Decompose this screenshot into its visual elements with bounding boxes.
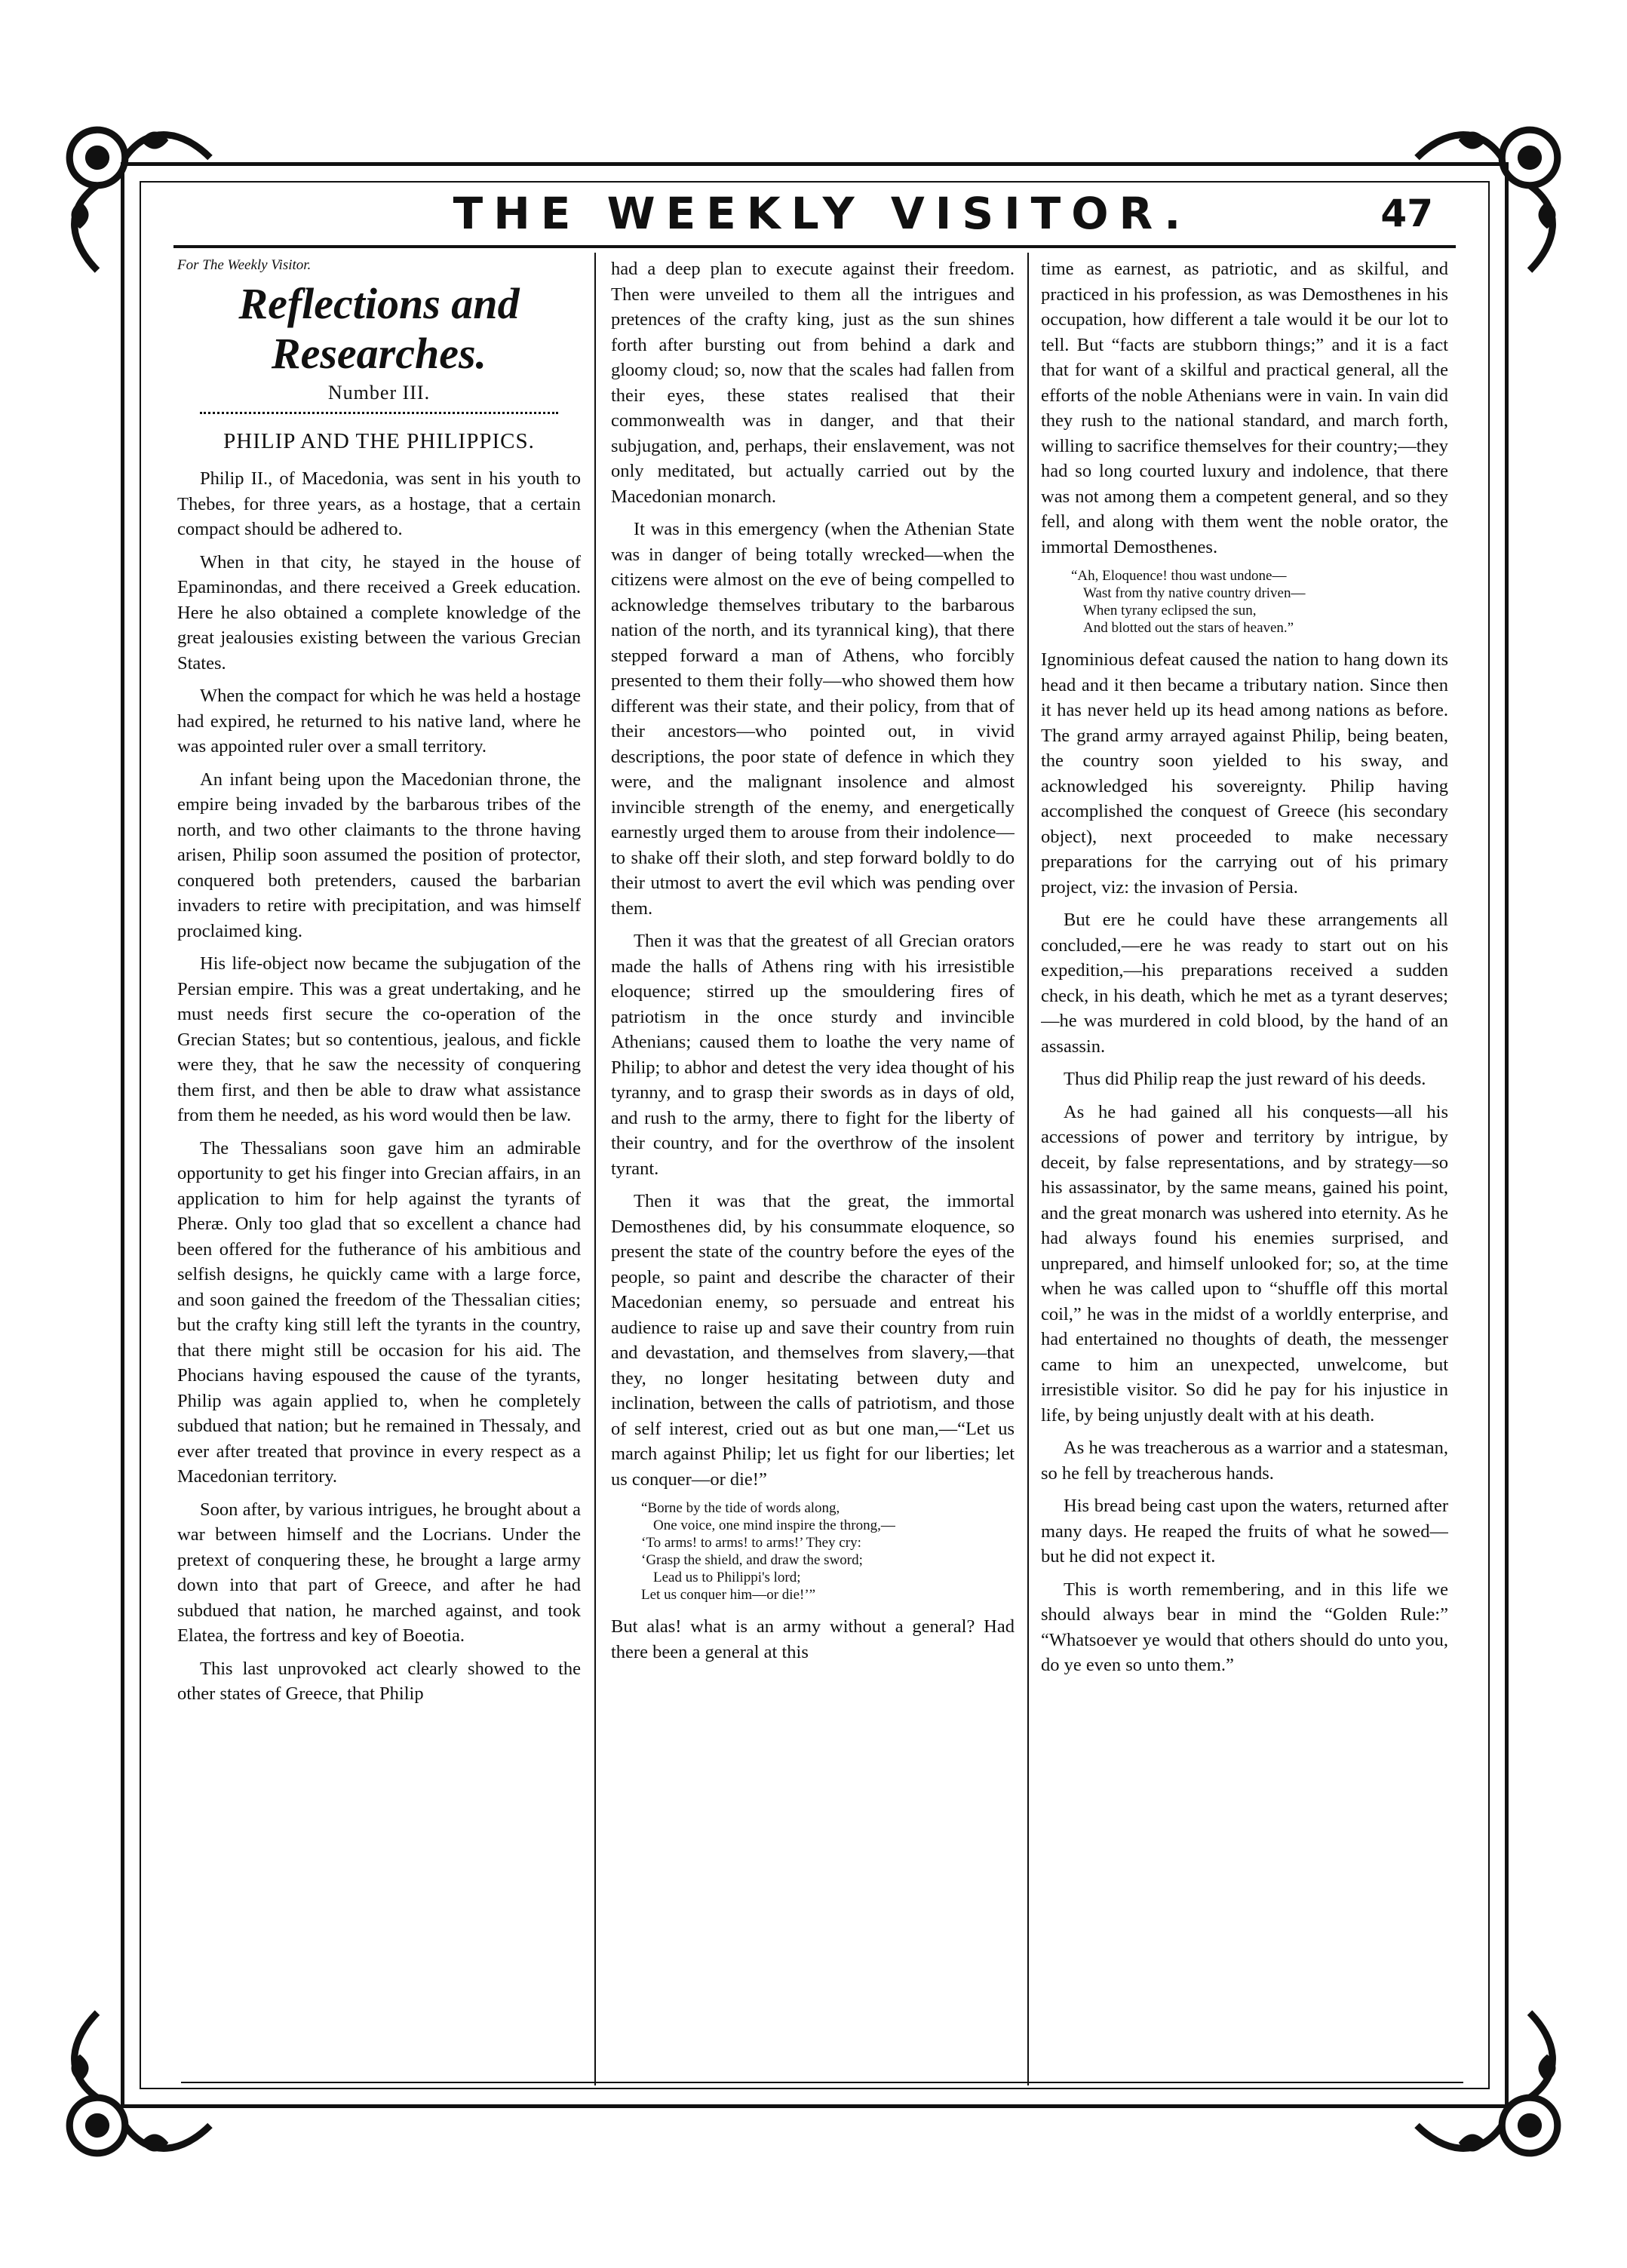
column-divider xyxy=(594,253,596,2085)
paragraph: When the compact for which he was held a hostage had expired, he returned to his native land, where he was appointed ruler over a small territory. xyxy=(177,686,581,757)
paragraph: The Thessalians soon gave him an admirable opportunity to get his finger into Grecian affairs, in an application to him for help against the tyrants of Pheræ. Only too glad that so excellent a chance had been offered for the futherance of his ambitious and selfish designs, he quickly came with a large force, and soon gained the freedom of the Thessalian cities; but the crafty king still left the tyrants in the country, that there might still be occasion for his aid. The Phocians having espoused the cause of the tyrants, Philip was again applied to, when he completely subdued that nation; but he remained in Thessaly, and ever after treated that province in every respect as a Macedonian territory. xyxy=(177,1137,581,1487)
verse-line: “Ah, Eloquence! thou wast undone— xyxy=(1071,568,1287,584)
paragraph: His life-object now became the subjugation of the Persian empire. This was a great undertaking, and he must needs first secure the co-operation of the Grecian States; but so contentious, jealous, and fickle were they, that he saw the necessity of conquering them first, and then be able to draw what assistance from them he needed, as his word would then be law. xyxy=(177,953,581,1125)
article-subheading: PHILIP AND THE PHILIPPICS. xyxy=(223,428,535,453)
bottom-rule xyxy=(181,2082,1463,2083)
paragraph: When in that city, he stayed in the house of Epaminondas, and there received a Greek education. Here he also obtained a complete knowledge of the great jealousies existing between the various Grecian States. xyxy=(177,551,581,674)
page-number: 47 xyxy=(1380,192,1433,235)
verse-line: Let us conquer him—or die!’” xyxy=(641,1587,816,1603)
article-heading: Reflections and Researches. xyxy=(238,279,520,378)
verse-line: ‘To arms! to arms! to arms!’ They cry: xyxy=(641,1535,861,1551)
paragraph: Soon after, by various intrigues, he brought about a war between himself and the Locrians. Under the pretext of conquering these, he brought a large army down into that part of Greece, and after he had subdued that nation, he marched against, and took Elatea, the fortress and key of Boeotia. xyxy=(177,1499,581,1646)
paragraph: His bread being cast upon the waters, returned after many days. He reaped the fruits of what he sowed—but he did not expect it. xyxy=(1041,1496,1448,1567)
verse-line: One voice, one mind inspire the throng,— xyxy=(653,1518,895,1533)
paragraph: This is worth remembering, and in this life we should always bear in mind the “Golden Rule:” “Whatsoever ye would that others should do unto you, do ye even so unto them.” xyxy=(1041,1579,1448,1675)
article-credit: For The Weekly Visitor. xyxy=(177,257,312,273)
paragraph: As he was treacherous as a warrior and a statesman, so he fell by treacherous hands. xyxy=(1041,1438,1448,1484)
masthead-rule xyxy=(173,245,1456,248)
paragraph: This last unprovoked act clearly showed to the other states of Greece, that Philip xyxy=(177,1658,581,1704)
verse-line: And blotted out the stars of heaven.” xyxy=(1083,620,1294,636)
column-1 xyxy=(177,256,581,2067)
paragraph: time as earnest, as patriotic, and as skilful, and practiced in his profession, as was Demosthenes in his occupation, how different a tale would it be our lot to tell. But “facts are stubborn things;” and it is a fact that for want of a skilful and practical general, all the efforts of the noble Athenians were in vain. In vain did they rush to the national standard, and march forth, willing to sacrifice themselves for their country;—they had so long courted luxury and indolence, that there was not among them a competent general, and so they fell, and along with them went the noble orator, the immortal Demosthenes. xyxy=(1041,259,1448,557)
verse-line: ‘Grasp the shield, and draw the sword; xyxy=(641,1552,863,1568)
verse-quote xyxy=(1071,567,1448,637)
verse-quote xyxy=(641,1499,1015,1604)
paragraph: Ignominious defeat caused the nation to hang down its head and it then became a tributary nation. Since then it has never held up its head among nations as before. The grand army arrayed against Philip, being beaten, the country soon yielded to his sway, and acknowledged his sovereignty. Philip having accomplished the conquest of Greece (his secondary object), next proceeded to make necessary preparations for the carrying out of his primary project, viz: the invasion of Persia. xyxy=(1041,649,1448,898)
paragraph: Philip II., of Macedonia, was sent in his youth to Thebes, for three years, as a hostage, that a certain compact should be adhered to. xyxy=(177,468,581,539)
paragraph: It was in this emergency (when the Athenian State was in danger of being totally wrecked—when the citizens were almost on the eve of being compelled to acknowledge themselves tributary to the barbarous nation of the north, and its tyrannical king), that there stepped forward a man of Athens, who forcibly presented to them their folly—who showed them how different was their state, and their policy, from that of their ancestors—who pointed out, in vivid descriptions, the poor state of defence in which they were, and the malignant insolence and almost invincible strength of the enemy, and energetically earnestly urged them to arouse from their indolence—to shake off their sloth, and step forward boldly to do their utmost to avert the evil which was pending over them. xyxy=(611,519,1015,919)
paragraph: As he had gained all his conquests—all his accessions of power and territory by intrigue, by deceit, by false representations, and by strategy—so his assassinator, by the same means, gained his point, and the great monarch was ushered into eternity. As he had always found his enemies surprised, and unprepared, and himself unlooked for; so, at the time when he was called upon to “shuffle off this mortal coil,” he was in the midst of a worldly enterprise, and had entertained no thoughts of death, the messenger came to him an unexpected, unwelcome, but irresistible visitor. So did he pay for his injustice in life, by being unjustly dealt with at his death. xyxy=(1041,1101,1448,1426)
paragraph: Then it was that the greatest of all Grecian orators made the halls of Athens ring with his irresistible eloquence; stirred up the smouldering fires of patriotism in the once sturdy and invincible Athenians; caused them to loathe the very name of Philip; to abhor and detest the very idea thought of his tyranny, and to grasp their swords as in days of old, and rush to the army, there to fight for the liberty of their country, and for the overthrow of the insolent tyrant. xyxy=(611,931,1015,1179)
masthead xyxy=(181,187,1463,240)
paragraph: had a deep plan to execute against their freedom. Then were unveiled to them all the intrigues and pretences of the crafty king, just as the sun shines forth after bursting out from behind a dark and gloomy cloud; so, now that the scales had fallen from their eyes, these states realised that their commonwealth was in danger, and that their subjugation, and, perhaps, their enslavement, was not only meditated, but actually carried out by the Macedonian monarch. xyxy=(611,259,1015,507)
column-divider xyxy=(1027,253,1029,2085)
column-3 xyxy=(1041,256,1448,2067)
paragraph: But alas! what is an army without a general? Had there been a general at this xyxy=(611,1616,1015,1662)
paragraph: Thus did Philip reap the just reward of his deeds. xyxy=(1064,1069,1426,1089)
verse-line: “Borne by the tide of words along, xyxy=(641,1500,840,1516)
paragraph: An infant being upon the Macedonian throne, the empire being invaded by the barbarous tribes of the north, and two other claimants to the throne having arisen, Philip soon assumed the position of protector, conquered both pretenders, caused the barbarian invaders to retire with precipitation, and was himself proclaimed king. xyxy=(177,769,581,941)
verse-line: When tyrany eclipsed the sun, xyxy=(1083,603,1257,618)
masthead-title: THE WEEKLY VISITOR. xyxy=(453,188,1192,239)
paragraph: Then it was that the great, the immortal Demosthenes did, by his consummate eloquence, so present the state of the country before the eyes of the people, so paint and describe the character of their Macedonian enemy, so persuade and entreat his audience to raise up and save their country from ruin and devastation, and themselves from slavery,—that they, no longer hesitating between duty and inclination, between the calls of patriotism, and those of self interest, cried out as but one man,—“Let us march against Philip; let us fight for our liberties; let us conquer—or die!” xyxy=(611,1191,1015,1490)
column-2 xyxy=(611,256,1015,2067)
article-number: Number III. xyxy=(327,382,431,404)
verse-line: Lead us to Philippi's lord; xyxy=(653,1570,801,1585)
paragraph: But ere he could have these arrangements all concluded,—ere he was ready to start out on his expedition,—his preparations received a sudden check, in his death, which he met as a tyrant deserves;—he was murdered in cold blood, by the hand of an assassin. xyxy=(1041,910,1448,1057)
decorative-rule xyxy=(200,412,558,423)
verse-line: Wast from thy native country driven— xyxy=(1083,585,1306,601)
